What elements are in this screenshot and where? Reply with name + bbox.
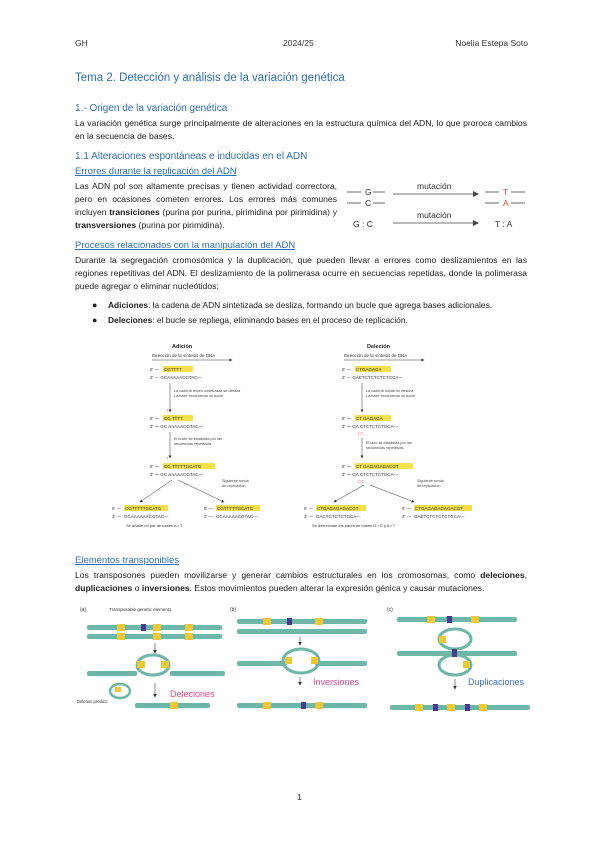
chromosome-a-loop (87, 655, 225, 676)
transposable-paragraph (75, 569, 527, 595)
mut-top-label: mutación (417, 181, 452, 191)
fig-left-r1-3: 3' — GCAAAAACGTAC— (150, 375, 203, 380)
fig-left-r3-3: 3' — GC AAAAACGTAC— (150, 472, 204, 477)
svg-text:5' —: 5' — (342, 464, 352, 469)
chromosome-c1 (397, 616, 517, 623)
term-transiciones: transiciones (109, 207, 160, 217)
fig-panel-b: (b) (230, 607, 237, 613)
replication-paragraph (75, 180, 337, 232)
term-transversiones: transversiones (75, 220, 137, 230)
bullet-term: Deleciones (108, 315, 153, 325)
fig-left-note1a: La cadena recién sintetizada se desliza (174, 389, 241, 393)
term-deleciones: deleciones (480, 570, 525, 580)
fig-left-note3b: de replicación (222, 484, 246, 488)
page-number: 1 (297, 792, 302, 802)
fig-left-out1-top: CGTTTTTGCATG (125, 506, 162, 511)
fig-right-note1a: La cadena molde se desliza (366, 389, 414, 393)
svg-text:5' —: 5' — (204, 506, 214, 511)
fig-left-title: Adición (172, 344, 193, 350)
fig-right-r3-seq: CT GAGAGAGACGT (356, 464, 399, 469)
fig-left-r1-seq: CGTTTT (164, 367, 182, 372)
bullet-text: : el bucle se repliega, eliminando bases en el proceso de replicación. (152, 315, 408, 325)
mut-bottom-right: T : A (495, 219, 513, 229)
fig-right-footer: Se delecionan los pares de bases G • C y A • T (312, 523, 396, 528)
page-title: Tema 2. Detección y análisis de la variación genética (75, 72, 345, 84)
fig-right-out2-top: CTGAGAGAGAGACGT (415, 506, 464, 511)
fig-left-note2a: El bucle se estabiliza por las (174, 437, 222, 441)
header-right: Noelia Estepa Soto (455, 38, 528, 48)
fig-right-r3-3: 3' — GA CTCTCTCTGCA— (342, 472, 399, 477)
bullet-term: Adiciones (108, 300, 149, 310)
heading-transposable-elements: Elementos transponibles (75, 555, 180, 566)
transposable-text-post: . Estos movimientos pueden alterar la expresión génica y causar mutaciones. (189, 583, 485, 593)
replication-text-pre: Las ADN pol son altamente precisas y tienen actividad correctora, pero en ocasiones cometen errores. Los errores más comunes incluyen (75, 181, 337, 217)
fig-right-out1-top: CTGAGAGAGACGT (317, 506, 359, 511)
fig-right-r1-3: 3' — GAETCTCTCTCTGCA— (342, 375, 403, 380)
transposon-figure (75, 603, 530, 723)
fig-left-out1-bottom: GCAAAAAACGTAC— (124, 514, 169, 519)
header-left: GH (75, 38, 88, 48)
fig-te-label: Transposable genetic elements (109, 607, 172, 612)
mut-top-right-1: T (503, 187, 509, 197)
fig-panel-a: (a) (80, 607, 87, 613)
svg-text:3' —: 3' — (204, 514, 214, 519)
fig-right-note3b: de replicación (417, 484, 441, 488)
fig-deletion-product: Deletion product (77, 699, 108, 704)
chromosome-b2 (237, 702, 367, 709)
label-inversiones: Inversiones (313, 677, 360, 687)
fig-left-note2b: secuencias repetitivas (174, 442, 212, 446)
transposable-sep1: , (524, 570, 527, 580)
replication-text-post: (purina por pirimidina). (136, 220, 225, 230)
deletion-product (110, 684, 130, 698)
slippage-figure (112, 340, 492, 540)
fig-left-direction: Dirección de la síntesis de DNA (152, 353, 216, 358)
svg-text:5' —: 5' — (150, 416, 160, 421)
label-duplicaciones: Duplicaciones (468, 677, 525, 687)
svg-text:3' —: 3' — (402, 514, 412, 519)
fig-right-note2b: secuencias repetitivas (366, 446, 404, 450)
replication-text-mid: (purina por purina, pirimidina por pirimidina) y (159, 207, 337, 217)
bullet-dot-icon: ● (92, 315, 98, 325)
mut-bottom-label: mutación (417, 210, 452, 220)
fig-left-note3a: Siguiente ronda (222, 479, 249, 483)
fig-right-note3a: Siguiente ronda (417, 479, 444, 483)
bullet-text: : la cadena de ADN sintetizada se desliza, formando un bucle que agrega bases adicionales. (148, 300, 493, 310)
transposable-sep2: o (132, 583, 142, 593)
svg-text:3' —: 3' — (112, 514, 122, 519)
svg-text:5' —: 5' — (402, 506, 412, 511)
fig-right-out1-bottom: GACTCTCTCTGCA— (316, 514, 361, 519)
label-deleciones: Deleciones (170, 689, 215, 699)
mut-bottom-left: G : C (353, 219, 373, 229)
fig-right-r1-5: 5' — (342, 367, 352, 372)
bullet-adiciones (92, 300, 528, 310)
manipulation-paragraph: Durante la segregación cromosómica y la duplicación, que pueden llevar a errores como deslizamientos en las regiones repetitivas del ADN. El deslizamiento de la polimerasa ocurre en secuencias repetidas, donde la polimerasa puede agregar o eliminar nucleótidos: (75, 255, 527, 291)
svg-text:5' —: 5' — (150, 464, 160, 469)
bullet-dot-icon: ● (92, 300, 98, 310)
fig-left-loop: T (166, 408, 169, 413)
fig-left-r3-seq: CG TTTTTGCATG (164, 464, 202, 469)
fig-right-r2-seq: CT GAGAGA (356, 416, 383, 421)
heading-replication-errors: Errores durante la replicación del ADN (75, 166, 237, 177)
chromosome-b1 (237, 618, 367, 634)
transposable-text-pre: Los transposones pueden movilizarse y generar cambios estructurales en los cromosomas, como (75, 570, 481, 580)
fig-right-loop: CT (358, 431, 364, 436)
fig-left-footer: Se añade un par de bases A • T (126, 523, 183, 528)
fig-left-r2-3: 3' — GC AAAAACGTAC— (150, 424, 204, 429)
bullet-deleciones (92, 315, 528, 325)
subsection-heading-alterations: 1.1 Alteraciones espontáneas e inducidas en el ADN (75, 151, 308, 162)
svg-text:5' —: 5' — (342, 416, 352, 421)
fig-left-note1b: La base extra forma un bucle (174, 394, 224, 398)
svg-text:T: T (166, 456, 169, 461)
fig-right-direction: Dirección de la síntesis de DNA (344, 353, 408, 358)
fig-right-r1-seq: CTGAGAGA (356, 367, 382, 372)
fig-left-r2-seq: CG TTTT (164, 416, 183, 421)
mutation-diagram (345, 180, 530, 235)
heading-dna-manipulation: Procesos relacionados con la manipulación del ADN (75, 240, 296, 251)
fig-right-r2-3: 3' — GA CTCTCTCTGCA— (342, 424, 399, 429)
fig-left-out2-top: CGTTTTTGCATG (217, 506, 254, 511)
svg-text:5' —: 5' — (112, 506, 122, 511)
mut-top-right-2: A (503, 198, 509, 208)
fig-right-out2-bottom: GAETCTCTCTCTGCA— (414, 514, 465, 519)
fig-right-note1b: La base extra forma un bucle (366, 394, 416, 398)
chromosome-c2 (390, 704, 530, 711)
term-inversiones: inversiones (141, 583, 190, 593)
fig-right-title: Deleción (367, 344, 390, 350)
section-intro-paragraph: La variación genética surge principalmente de alteraciones en la estructura química del ADN, lo que proroca cambios en la secuencia de bases. (75, 118, 527, 141)
fig-panel-c: (c) (387, 607, 393, 613)
term-duplicaciones: duplicaciones (75, 583, 133, 593)
svg-text:3' —: 3' — (304, 514, 314, 519)
duplication-crossover (397, 629, 517, 675)
section-heading-origin: 1.- Origen de la variación genética (75, 103, 228, 114)
header-center: 2024/25 (283, 38, 314, 48)
fig-right-note2a: El lazo se estabiliza por las (366, 441, 412, 445)
inversion-loop (237, 649, 367, 673)
mut-top-left-1: G (365, 187, 372, 197)
chromosome-a1 (87, 624, 222, 640)
svg-text:CT: CT (358, 479, 364, 484)
svg-text:5' —: 5' — (304, 506, 314, 511)
fig-left-r1-5: 5' — (150, 367, 160, 372)
fig-left-out2-bottom: GCAAAAACGTAC— (216, 514, 258, 519)
mut-top-left-2: C (365, 198, 372, 208)
